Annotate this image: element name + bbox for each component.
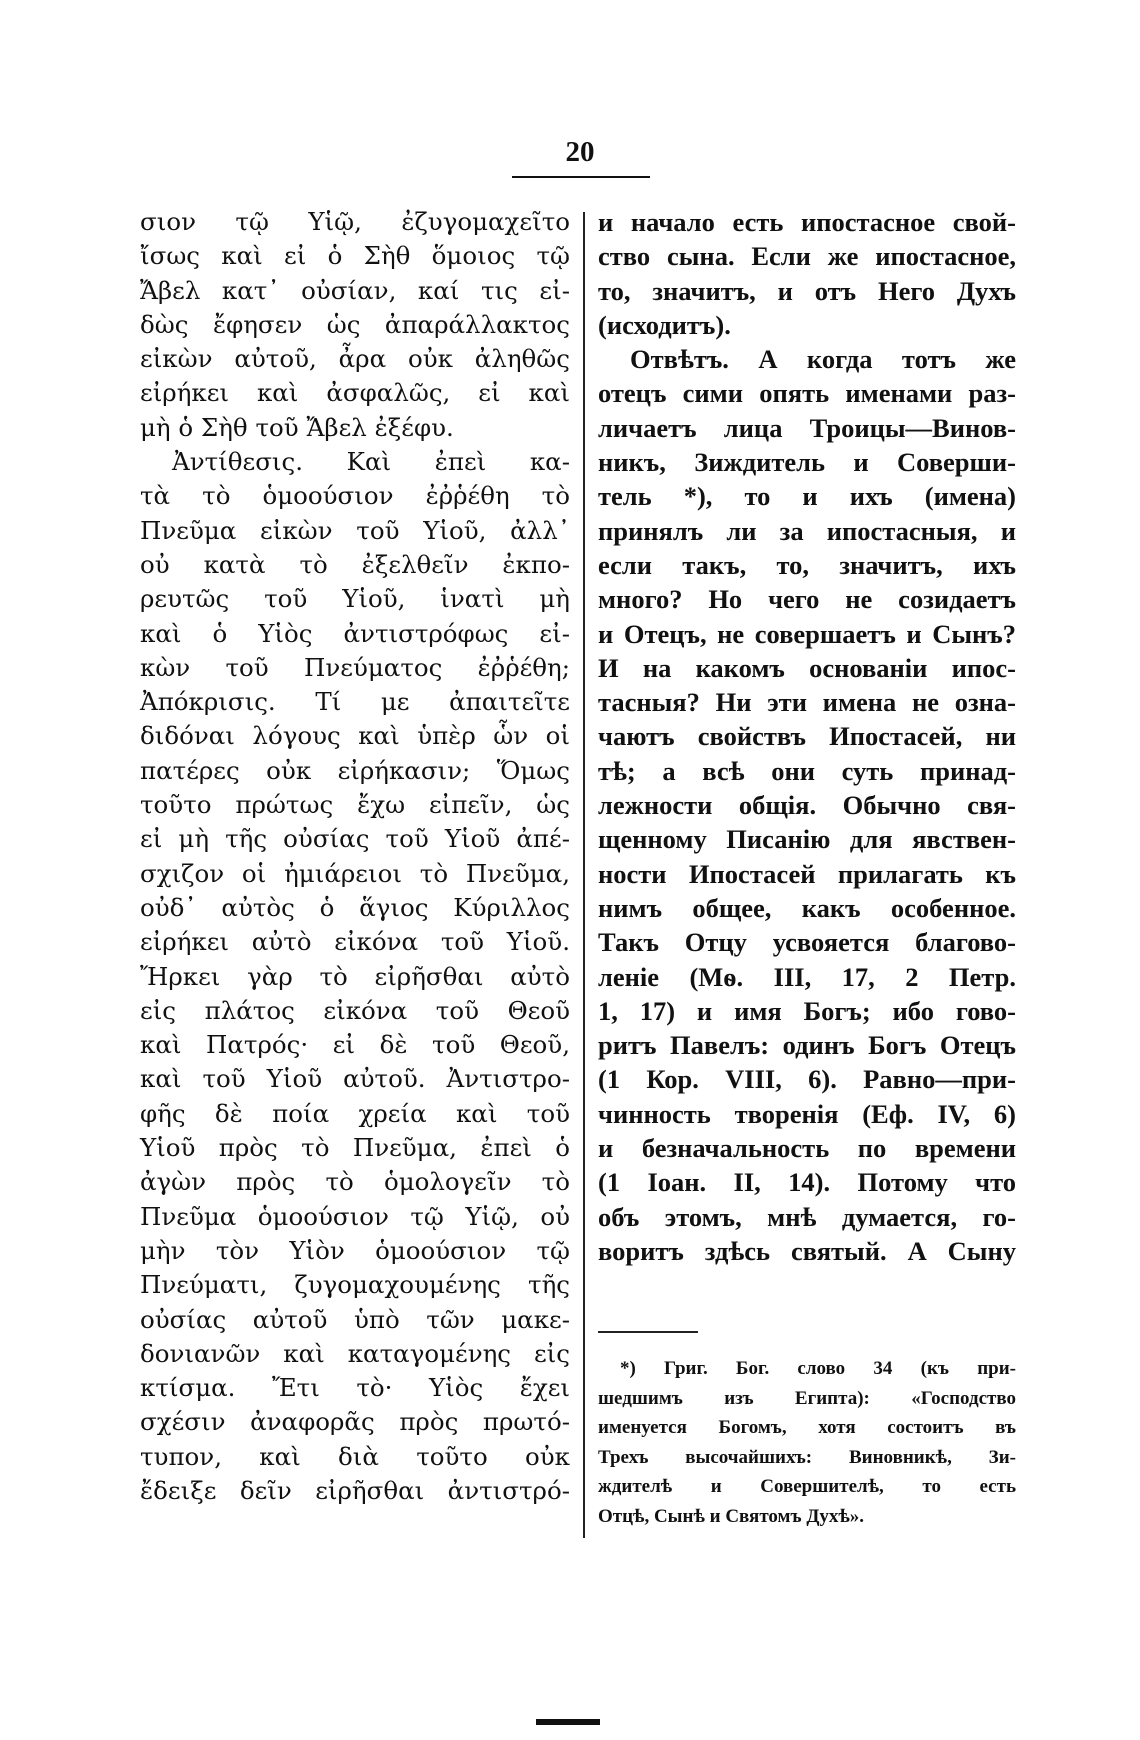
greek-line: Ἀπόκρισις. Τί με ἀπαιτεῖτε [140, 687, 570, 717]
russian-line: ности Ипостасей прилагать къ [598, 858, 1016, 889]
greek-line: Ἄβελ κατ᾽ οὐσίαν, καί τις εἰ- [140, 275, 570, 305]
russian-line: леніе (Мѳ. III, 17, 2 Петр. [598, 961, 1016, 992]
greek-line: τοῦτο πρώτως ἔχω εἰπεῖν, ὡς [140, 790, 570, 820]
greek-line: τὰ τὸ ὁμοούσιον ἐῤῥέθη τὸ [140, 481, 570, 511]
greek-line: Πνεῦμα ὁμοούσιον τῷ Υἱῷ, οὐ [140, 1201, 570, 1231]
greek-line: φῆς δὲ ποία χρεία καὶ τοῦ [140, 1098, 570, 1128]
russian-line: никъ, Зиждитель и Соверши- [598, 447, 1016, 478]
greek-line: Ἀντίθεσις. Καὶ ἐπεὶ κα- [172, 447, 570, 477]
russian-line: объ этомъ, мнѣ думается, го- [598, 1201, 1016, 1232]
russian-line: Такъ Отцу усвояется благово- [598, 927, 1016, 958]
greek-line: μὴ ὁ Σὴθ τοῦ Ἄβελ ἐξέφυ. [140, 412, 454, 442]
russian-line: принялъ ли за ипостасныя, и [598, 515, 1016, 546]
bottom-printer-mark [536, 1719, 600, 1725]
greek-line: εἰ μὴ τῆς οὐσίας τοῦ Υἱοῦ ἀπέ- [140, 824, 570, 854]
footnote-rule [598, 1331, 698, 1333]
russian-line: и начало есть ипостасное свой- [598, 207, 1016, 237]
russian-line: если такъ, то, значитъ, ихъ [598, 549, 1016, 580]
russian-line: ство сына. Если же ипостасное, [598, 241, 1016, 272]
greek-line: καὶ Πατρός· εἰ δὲ τοῦ Θεοῦ, [140, 1030, 570, 1060]
russian-line: 1, 17) и имя Богъ; ибо гово- [598, 995, 1016, 1026]
greek-line: ἀγὼν πρὸς τὸ ὁμολογεῖν τὸ [140, 1167, 570, 1197]
greek-line: διδόναι λόγους καὶ ὑπὲρ ὧν οἱ [140, 721, 570, 751]
greek-line: σχέσιν ἀναφορᾶς πρὸς πρωτό- [140, 1407, 570, 1437]
russian-line: и Отецъ, не совершаетъ и Сынъ? [598, 618, 1016, 649]
russian-line: (1 Іоан. II, 14). Потому что [598, 1167, 1016, 1198]
footnote [598, 1354, 1016, 1531]
russian-line: Отвѣтъ. А когда тотъ же [630, 344, 1016, 375]
greek-line: καὶ τοῦ Υἱοῦ αὐτοῦ. Ἀντιστρο- [140, 1064, 570, 1094]
russian-line: щенному Писанію для явствен- [598, 824, 1016, 855]
russian-line: чинность творенія (Еф. IV, 6) [598, 1098, 1016, 1129]
russian-text-column [598, 205, 1016, 1268]
greek-line: κτίσμα. Ἔτι τὸ· Υἱὸς ἔχει [140, 1373, 570, 1403]
greek-line: οὐ κατὰ τὸ ἐξελθεῖν ἐκπο- [140, 549, 570, 579]
greek-line: δονιανῶν καὶ καταγομένης εἰς [140, 1338, 570, 1368]
footnote-line: именуется Богомъ, хотя состоитъ въ [598, 1417, 1016, 1438]
greek-line: εἰρήκει καὶ ἀσφαλῶς, εἰ καὶ [140, 378, 570, 408]
russian-line: (исходитъ). [598, 309, 731, 340]
greek-text-column [140, 205, 570, 1508]
russian-line: отецъ сими опять именами раз- [598, 378, 1016, 409]
greek-line: πατέρες οὐκ εἰρήκασιν; Ὅμως [140, 755, 570, 785]
footnote-line: *) Григ. Бог. слово 34 (къ при- [620, 1358, 1016, 1379]
column-divider [583, 212, 585, 1538]
greek-line: εἰκὼν αὐτοῦ, ἆρα οὐκ ἀληθῶς [140, 344, 570, 374]
greek-line: ἔδειξε δεῖν εἰρῆσθαι ἀντιστρό- [140, 1475, 570, 1505]
russian-line: тѣ; а всѣ они суть принад- [598, 755, 1016, 786]
russian-line: ритъ Павелъ: одинъ Богъ Отецъ [598, 1030, 1016, 1061]
greek-line: Πνεύματι, ζυγομαχουμένης τῆς [140, 1270, 570, 1300]
footnote-line: шедшимъ изъ Египта): «Господство [598, 1387, 1016, 1409]
russian-line: личаетъ лица Троицы—Винов- [598, 412, 1016, 443]
greek-line: Υἱοῦ πρὸς τὸ Πνεῦμα, ἐπεὶ ὁ [140, 1133, 570, 1163]
russian-line: тасныя? Ни эти имена не озна- [598, 687, 1016, 718]
greek-line: τυπον, καὶ διὰ τοῦτο οὐκ [140, 1441, 570, 1471]
russian-line: (1 Кор. VIII, 6). Равно—при- [598, 1064, 1016, 1095]
russian-line: много? Но чего не созидаетъ [598, 584, 1016, 615]
greek-line: καὶ ὁ Υἱὸς ἀντιστρόφως εἰ- [140, 618, 570, 648]
greek-line: ἴσως καὶ εἰ ὁ Σὴθ ὅμοιος τῷ [140, 241, 570, 271]
footnote-line: Отцѣ, Сынѣ и Святомъ Духѣ». [598, 1505, 865, 1527]
page-number: 20 [565, 136, 595, 168]
russian-line: тель *), то и ихъ (имена) [598, 481, 1016, 512]
greek-line: δὼς ἔφησεν ὡς ἀπαράλλακτος [140, 309, 570, 339]
greek-line: κὼν τοῦ Πνεύματος ἐῤῥέθη; [140, 652, 570, 682]
greek-line: εἰρήκει αὐτὸ εἰκόνα τοῦ Υἱοῦ. [140, 927, 570, 957]
greek-line: σιον τῷ Υἱῷ, ἐζυγομαχεῖτο [140, 207, 570, 236]
footnote-line: ждителѣ и Совершителѣ, то есть [598, 1476, 1016, 1497]
greek-line: μὴν τὸν Υἱὸν ὁμοούσιον τῷ [140, 1235, 570, 1265]
russian-line: лежности общія. Обычно свя- [598, 790, 1016, 821]
greek-line: εἰς πλάτος εἰκόνα τοῦ Θεοῦ [140, 995, 570, 1025]
russian-line: воритъ здѣсь святый. А Сыну [598, 1235, 1016, 1266]
russian-line: то, значитъ, и отъ Него Духъ [598, 275, 1016, 306]
greek-line: ρευτῶς τοῦ Υἱοῦ, ἱνατὶ μὴ [140, 584, 570, 614]
greek-line: Πνεῦμα εἰκὼν τοῦ Υἱοῦ, ἀλλ᾽ [140, 515, 570, 545]
greek-line: σχιζον οἱ ἠμιάρειοι τὸ Πνεῦμα, [140, 858, 570, 888]
russian-line: нимъ общее, какъ особенное. [598, 892, 1016, 923]
russian-line: И на какомъ основаніи ипос- [598, 652, 1016, 683]
russian-line: и безначальность по времени [598, 1133, 1016, 1164]
footnote-line: Трехъ высочайшихъ: Виновникѣ, Зи- [598, 1446, 1016, 1468]
header-rule [512, 176, 650, 178]
russian-line: чаютъ свойствъ Ипостасей, ни [598, 721, 1016, 752]
greek-line: οὐδ᾽ αὐτὸς ὁ ἅγιος Κύριλλος [140, 892, 570, 922]
greek-line: οὐσίας αὐτοῦ ὑπὸ τῶν μακε- [140, 1304, 570, 1334]
greek-line: Ἤρκει γὰρ τὸ εἰρῆσθαι αὐτὸ [140, 961, 570, 991]
